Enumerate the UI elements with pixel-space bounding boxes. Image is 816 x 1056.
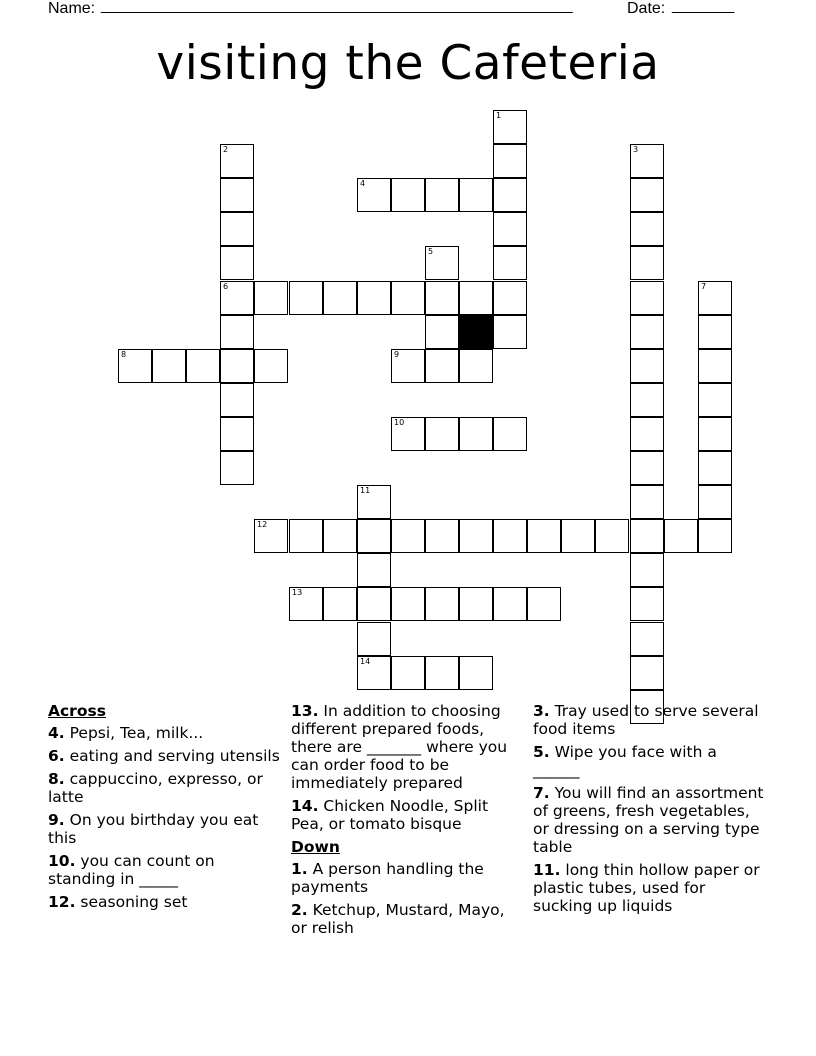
clue-number: 12. [48,893,76,911]
clue-text: long thin hollow paper or plastic tubes, used for sucking up liquids [533,861,760,915]
grid-cell[interactable] [391,587,425,621]
grid-cell[interactable] [493,315,527,349]
clue-text: you can count on standing in _____ [48,852,215,888]
grid-cell[interactable] [698,315,732,349]
grid-cell[interactable] [391,656,425,690]
grid-cell[interactable] [459,178,493,212]
clue-down-2 [291,901,523,937]
clue-text: Wipe you face with a ______ [533,743,717,779]
grid-cell[interactable] [459,417,493,451]
clue-number-label: 6 [223,282,229,291]
clues-column-1 [48,702,280,916]
grid-cell[interactable] [391,281,425,315]
grid-cell[interactable] [220,178,254,212]
grid-cell[interactable] [425,246,459,280]
grid-cell[interactable] [493,178,527,212]
grid-cell[interactable] [254,519,288,553]
clue-across-14 [291,797,523,833]
clue-number: 7. [533,784,550,802]
grid-cell[interactable] [186,349,220,383]
clue-number: 11. [533,861,561,879]
clue-text: On you birthday you eat this [48,811,259,847]
across-heading: Across [48,702,106,720]
grid-cell[interactable] [220,212,254,246]
grid-cell[interactable] [493,417,527,451]
grid-cell[interactable] [220,383,254,417]
clue-text: A person handling the payments [291,860,484,896]
grid-cell[interactable] [357,519,391,553]
clue-number-label: 7 [701,282,707,291]
clue-text: cappuccino, expresso, or latte [48,770,263,806]
clue-text: In addition to choosing different prepared foods, there are _______ where you can order food to be immediately prepared [291,702,508,792]
grid-cell[interactable] [425,519,459,553]
down-heading: Down [291,838,340,856]
grid-cell[interactable] [493,110,527,144]
grid-cell[interactable] [698,383,732,417]
grid-cell[interactable] [630,178,664,212]
grid-cell[interactable] [220,417,254,451]
grid-cell[interactable] [323,519,357,553]
grid-cell[interactable] [630,553,664,587]
grid-cell[interactable] [630,656,664,690]
clue-across-8 [48,770,280,806]
grid-cell[interactable] [459,587,493,621]
grid-cell[interactable] [289,519,323,553]
grid-cell[interactable] [391,519,425,553]
clue-number: 9. [48,811,65,829]
grid-cell[interactable] [459,519,493,553]
clue-number-label: 2 [223,145,229,154]
grid-cell[interactable] [357,656,391,690]
grid-cell[interactable] [698,519,732,553]
clue-number: 6. [48,747,65,765]
grid-cell[interactable] [357,622,391,656]
clue-down-11 [533,861,765,915]
clue-across-13 [291,702,523,792]
clue-number-label: 9 [394,350,400,359]
grid-cell[interactable] [630,587,664,621]
black-cell [459,315,493,349]
grid-cell[interactable] [220,246,254,280]
clue-text: Chicken Noodle, Split Pea, or tomato bisque [291,797,489,833]
grid-cell[interactable] [425,281,459,315]
grid-cell[interactable] [220,349,254,383]
clue-number-label: 5 [428,247,434,256]
grid-cell[interactable] [630,281,664,315]
clue-number: 10. [48,852,76,870]
grid-cell[interactable] [220,281,254,315]
clue-number: 5. [533,743,550,761]
grid-cell[interactable] [493,144,527,178]
grid-cell[interactable] [698,281,732,315]
grid-cell[interactable] [357,178,391,212]
grid-cell[interactable] [630,485,664,519]
clue-number: 14. [291,797,319,815]
grid-cell[interactable] [357,587,391,621]
clue-number: 4. [48,724,65,742]
grid-cell[interactable] [698,417,732,451]
clue-number-label: 11 [360,486,371,495]
grid-cell[interactable] [630,246,664,280]
clue-number: 13. [291,702,319,720]
clue-text: eating and serving utensils [64,747,280,765]
grid-cell[interactable] [630,144,664,178]
clues-column-3 [533,702,765,920]
grid-cell[interactable] [561,519,595,553]
grid-cell[interactable] [425,656,459,690]
grid-cell[interactable] [459,349,493,383]
clue-number: 2. [291,901,308,919]
grid-cell[interactable] [493,587,527,621]
grid-cell[interactable] [493,519,527,553]
grid-cell[interactable] [630,349,664,383]
grid-cell[interactable] [630,212,664,246]
name-label: Name: [48,0,100,17]
clue-number: 1. [291,860,308,878]
clue-number-label: 8 [121,350,127,359]
clue-number-label: 10 [394,418,405,427]
grid-cell[interactable] [527,587,561,621]
grid-cell[interactable] [493,281,527,315]
grid-cell[interactable] [323,587,357,621]
grid-cell[interactable] [630,622,664,656]
clue-number-label: 3 [633,145,639,154]
grid-cell[interactable] [220,315,254,349]
grid-cell[interactable] [493,246,527,280]
clue-across-9 [48,811,280,847]
grid-cell[interactable] [459,656,493,690]
grid-cell[interactable] [425,315,459,349]
grid-cell[interactable] [425,417,459,451]
clue-text: Tray used to serve several food items [533,702,759,738]
grid-cell[interactable] [289,281,323,315]
grid-cell[interactable] [391,417,425,451]
grid-cell[interactable] [254,281,288,315]
grid-cell[interactable] [630,383,664,417]
clue-down-3 [533,702,765,738]
clue-text: seasoning set [75,893,188,911]
grid-cell[interactable] [630,417,664,451]
grid-cell[interactable] [630,315,664,349]
grid-cell[interactable] [698,485,732,519]
grid-cell[interactable] [527,519,561,553]
clue-down-7 [533,784,765,856]
grid-cell[interactable] [425,587,459,621]
grid-cell[interactable] [357,485,391,519]
grid-cell[interactable] [323,281,357,315]
grid-cell[interactable] [630,451,664,485]
clue-down-1 [291,860,523,896]
grid-cell[interactable] [425,178,459,212]
grid-cell[interactable] [220,451,254,485]
grid-cell[interactable] [254,349,288,383]
clue-text: Ketchup, Mustard, Mayo, or relish [291,901,505,937]
grid-cell[interactable] [698,451,732,485]
page-title: visiting the Cafeteria [156,36,660,91]
grid-cell[interactable] [357,553,391,587]
date-blank[interactable]: _______ [672,0,735,14]
grid-cell[interactable] [118,349,152,383]
grid-cell[interactable] [595,519,629,553]
clue-across-6 [48,747,280,765]
clue-across-12 [48,893,280,911]
grid-cell[interactable] [630,519,664,553]
clue-number-label: 14 [360,657,371,666]
clue-across-4 [48,724,280,742]
name-blank[interactable]: _____________________________________________________ [101,0,573,14]
clue-number: 3. [533,702,550,720]
clue-number-label: 13 [292,588,303,597]
date-label: Date: [627,0,670,17]
clue-text: You will find an assortment of greens, fresh vegetables, or dressing on a serving type table [533,784,764,856]
clue-number-label: 12 [257,520,268,529]
grid-cell[interactable] [391,178,425,212]
grid-cell[interactable] [459,281,493,315]
grid-cell[interactable] [357,281,391,315]
grid-cell[interactable] [289,587,323,621]
grid-cell[interactable] [698,349,732,383]
clue-number: 8. [48,770,65,788]
grid-cell[interactable] [425,349,459,383]
clue-text: Pepsi, Tea, milk... [64,724,204,742]
grid-cell[interactable] [493,212,527,246]
clue-number-label: 4 [360,179,366,188]
grid-cell[interactable] [664,519,698,553]
grid-cell[interactable] [220,144,254,178]
clues-column-2 [291,702,523,942]
clue-number-label: 1 [496,111,502,120]
grid-cell[interactable] [391,349,425,383]
clue-across-10 [48,852,280,888]
clue-down-5 [533,743,765,779]
grid-cell[interactable] [152,349,186,383]
